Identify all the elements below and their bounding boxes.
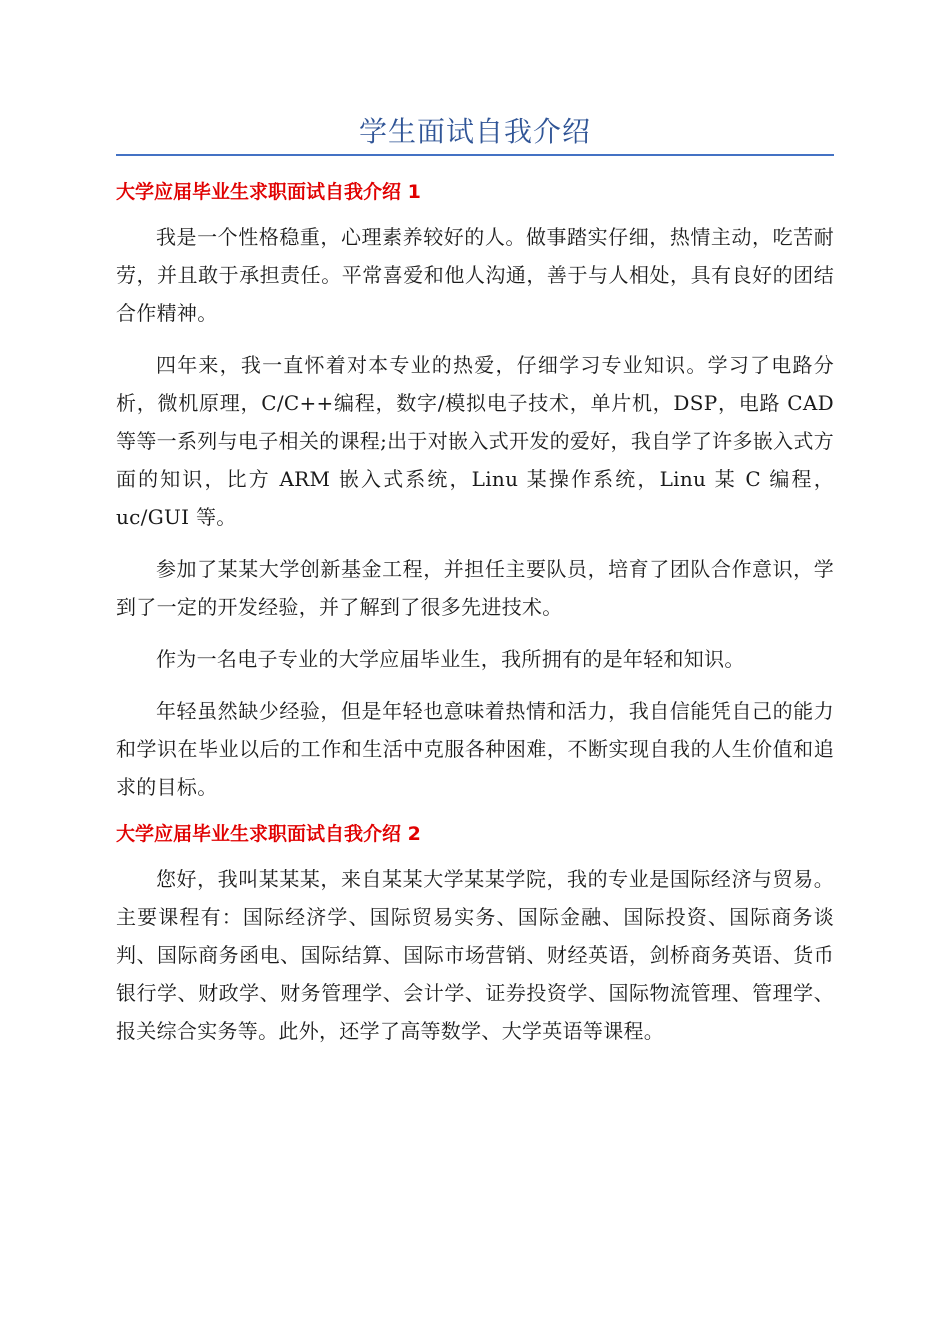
paragraph: 四年来，我一直怀着对本专业的热爱，仔细学习专业知识。学习了电路分析，微机原理，C/C++编程，数字/模拟电子技术，单片机，DSP，电路 CAD 等等一系列与电子相关的课程;出于对嵌入式开发的爱好，我自学了许多嵌入式方面的知识，比方 ARM 嵌入式系统，Linu 某操作系统，Linu 某 C 编程，uc/GUI 等。	[116, 353, 834, 529]
paragraph: 作为一名电子专业的大学应届毕业生，我所拥有的是年轻和知识。	[156, 647, 745, 671]
document-title: 学生面试自我介绍	[358, 115, 591, 148]
section-heading: 大学应届毕业生求职面试自我介绍 1	[116, 181, 421, 203]
paragraph: 我是一个性格稳重，心理素养较好的人。做事踏实仔细，热情主动，吃苦耐劳，并且敢于承担责任。平常喜爱和他人沟通，善于与人相处，具有良好的团结合作精神。	[116, 225, 834, 325]
document-page	[116, 112, 834, 1064]
section-1	[116, 178, 834, 806]
paragraph: 您好，我叫某某某，来自某某大学某某学院，我的专业是国际经济与贸易。主要课程有：国际经济学、国际贸易实务、国际金融、国际投资、国际商务谈判、国际商务函电、国际结算、国际市场营销、财经英语，剑桥商务英语、货币银行学、财政学、财务管理学、会计学、证券投资学、国际物流管理、管理学、报关综合实务等。此外，还学了高等数学、大学英语等课程。	[116, 867, 834, 1043]
section-heading: 大学应届毕业生求职面试自我介绍 2	[116, 823, 421, 845]
title-divider	[116, 154, 834, 156]
paragraph: 参加了某某大学创新基金工程，并担任主要队员，培育了团队合作意识，学到了一定的开发经验，并了解到了很多先进技术。	[116, 557, 834, 619]
section-2	[116, 820, 834, 1050]
paragraph: 年轻虽然缺少经验，但是年轻也意味着热情和活力，我自信能凭自己的能力和学识在毕业以后的工作和生活中克服各种困难，不断实现自我的人生价值和追求的目标。	[116, 699, 834, 799]
